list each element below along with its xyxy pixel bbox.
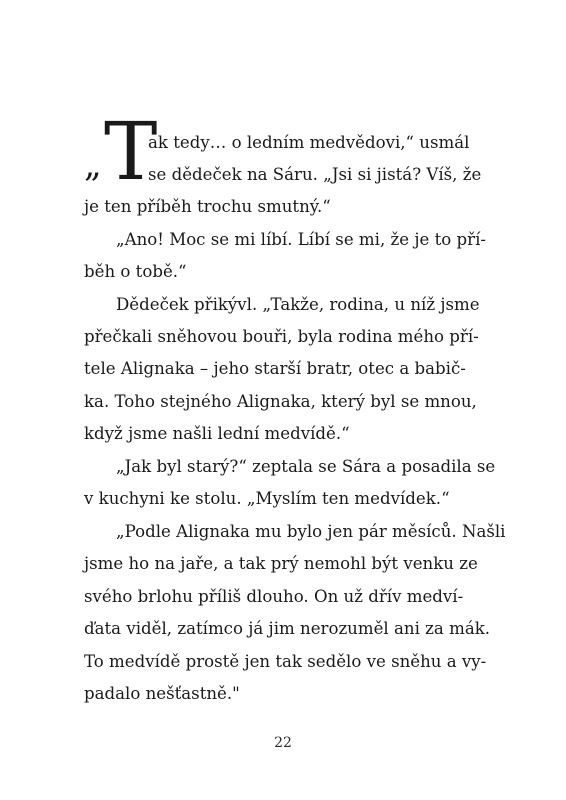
text-line: ďata viděl, zatímco já jim nerozuměl ani za mák. (84, 619, 491, 638)
text-line: „Jak byl starý?“ zeptala se Sára a posadila se (116, 457, 496, 476)
text-line: „Podle Alignaka mu bylo jen pár měsíců. Našli (116, 522, 506, 541)
drop-quote-mark: „ (84, 145, 102, 185)
text-line: „Ano! Moc se mi líbí. Líbí se mi, že je to pří- (116, 230, 486, 249)
text-line: ak tedy… o ledním medvědovi,“ usmál (148, 133, 470, 152)
text-line: když jsme našli lední medvídě.“ (84, 424, 350, 443)
text-line: je ten příběh trochu smutný.“ (84, 197, 331, 216)
text-line: padalo nešťastně." (84, 684, 240, 703)
text-line: To medvídě prostě jen tak sedělo ve sněhu a vy- (84, 652, 487, 671)
text-line: v kuchyni ke stolu. „Myslím ten medvídek.“ (84, 489, 450, 508)
drop-cap: T (104, 105, 158, 198)
text-line: svého brlohu příliš dlouho. On už dřív medví- (84, 587, 464, 606)
text-line: ka. Toho stejného Alignaka, který byl se mnou, (84, 392, 477, 411)
text-line: se dědeček na Sáru. „Jsi si jistá? Víš, že (148, 165, 482, 184)
text-line: běh o tobě.“ (84, 262, 187, 281)
text-line: Dědeček přikývl. „Takže, rodina, u níž jsme (116, 295, 480, 314)
text-line: jsme ho na jaře, a tak prý nemohl být venku ze (84, 554, 478, 573)
text-line: tele Alignaka – jeho starší bratr, otec a babič- (84, 359, 466, 378)
page-number: 22 (274, 735, 292, 751)
text-line: přečkali sněhovou bouři, byla rodina mého pří- (84, 327, 479, 346)
